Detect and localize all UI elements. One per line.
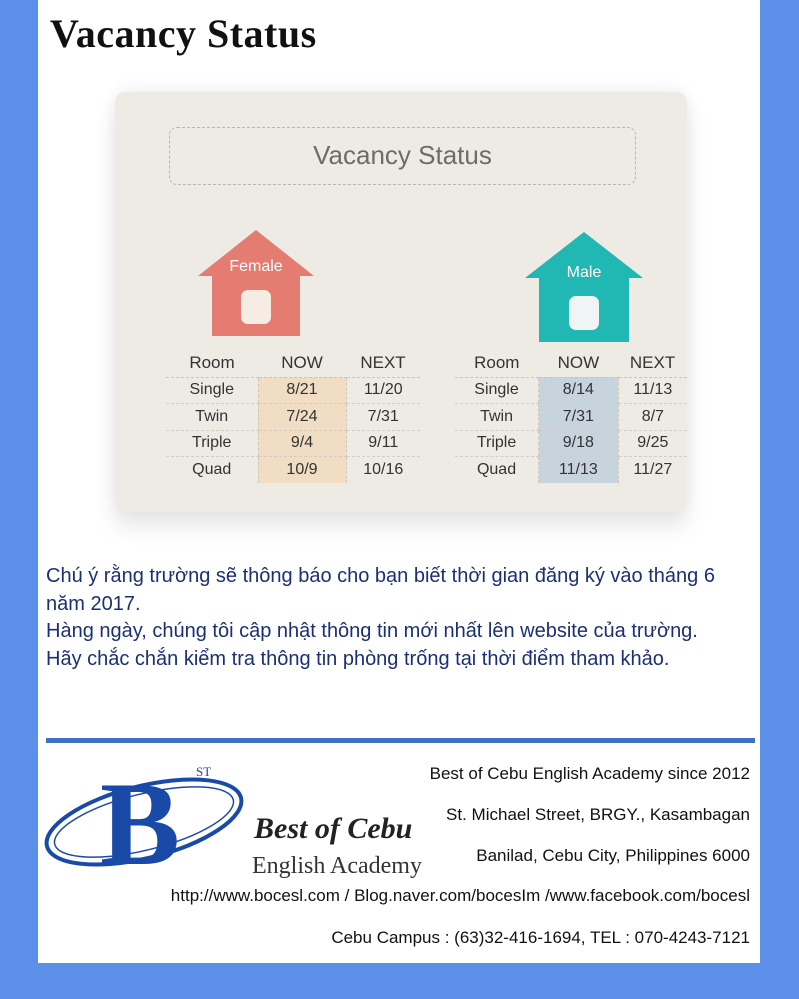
divider [46, 738, 755, 743]
logo-subtitle: English Academy [252, 853, 422, 879]
table-header-row [166, 349, 420, 377]
notice-text [46, 563, 746, 673]
male-vacancy-table [455, 349, 687, 483]
header-room: Room [455, 349, 539, 377]
table-row [455, 457, 687, 484]
table-row [455, 377, 687, 404]
table-row [455, 404, 687, 431]
logo-name: Best of Cebu [254, 812, 413, 845]
notice-line: Chú ý rằng trường sẽ thông báo cho bạn biết thời gian đăng ký vào tháng 6 năm 2017. [46, 565, 715, 615]
room-type: Triple [455, 430, 539, 457]
male-house-icon [525, 230, 643, 342]
room-type: Triple [166, 430, 258, 457]
header-next: NEXT [618, 349, 687, 377]
next-date: 8/7 [618, 404, 687, 431]
table-row [166, 457, 420, 484]
female-house-icon [198, 228, 314, 336]
table-row [455, 430, 687, 457]
next-date: 10/16 [363, 461, 404, 478]
now-date: 10/9 [258, 457, 346, 484]
next-date: 7/31 [346, 404, 420, 431]
now-date: 7/24 [258, 404, 346, 431]
female-vacancy-table [166, 349, 420, 483]
next-date: 9/25 [618, 430, 687, 457]
room-type: Quad [476, 461, 517, 478]
page [38, 0, 760, 963]
male-label: Male [566, 264, 602, 281]
next-date: 11/20 [346, 377, 420, 404]
website-links: http://www.bocesl.com / Blog.naver.com/bocesIm /www.facebook.com/bocesl [170, 886, 750, 905]
now-date: 8/21 [258, 377, 346, 404]
now-date: 9/18 [539, 430, 619, 457]
next-date: 11/13 [618, 377, 687, 404]
room-type: Twin [166, 404, 258, 431]
header-now: NOW [539, 349, 619, 377]
address-line-1: St. Michael Street, BRGY., Kasambagan [446, 805, 750, 824]
header-next: NEXT [346, 349, 420, 377]
table-header-row [455, 349, 687, 377]
contact-info: Cebu Campus : (63)32-416-1694, TEL : 070-4243-7121 [331, 928, 750, 947]
now-date: 11/13 [539, 457, 619, 484]
now-date: 9/4 [258, 430, 346, 457]
notice-line: Hãy chắc chắn kiểm tra thông tin phòng trống tại thời điểm tham khảo. [46, 647, 670, 670]
now-date: 7/31 [539, 404, 619, 431]
female-label: Female [229, 258, 283, 275]
vacancy-card [115, 92, 687, 512]
room-type: Single [455, 377, 539, 404]
academy-since: Best of Cebu English Academy since 2012 [429, 764, 750, 783]
card-title: Vacancy Status [169, 127, 636, 185]
notice-line: Hàng ngày, chúng tôi cập nhật thông tin mới nhất lên website của trường. [46, 620, 698, 642]
header-room: Room [166, 349, 258, 377]
table-row [166, 404, 420, 431]
now-date: 8/14 [539, 377, 619, 404]
svg-text:B: B [100, 760, 181, 890]
header-now: NOW [258, 349, 346, 377]
room-type: Quad [192, 461, 232, 478]
table-row [166, 377, 420, 404]
next-date: 11/27 [633, 461, 673, 478]
address-line-2: Banilad, Cebu City, Philippines 6000 [476, 846, 750, 865]
page-title: Vacancy Status [50, 11, 317, 56]
room-type: Single [166, 377, 258, 404]
svg-text:ST: ST [196, 764, 212, 779]
table-row [166, 430, 420, 457]
next-date: 9/11 [346, 430, 420, 457]
room-type: Twin [455, 404, 539, 431]
